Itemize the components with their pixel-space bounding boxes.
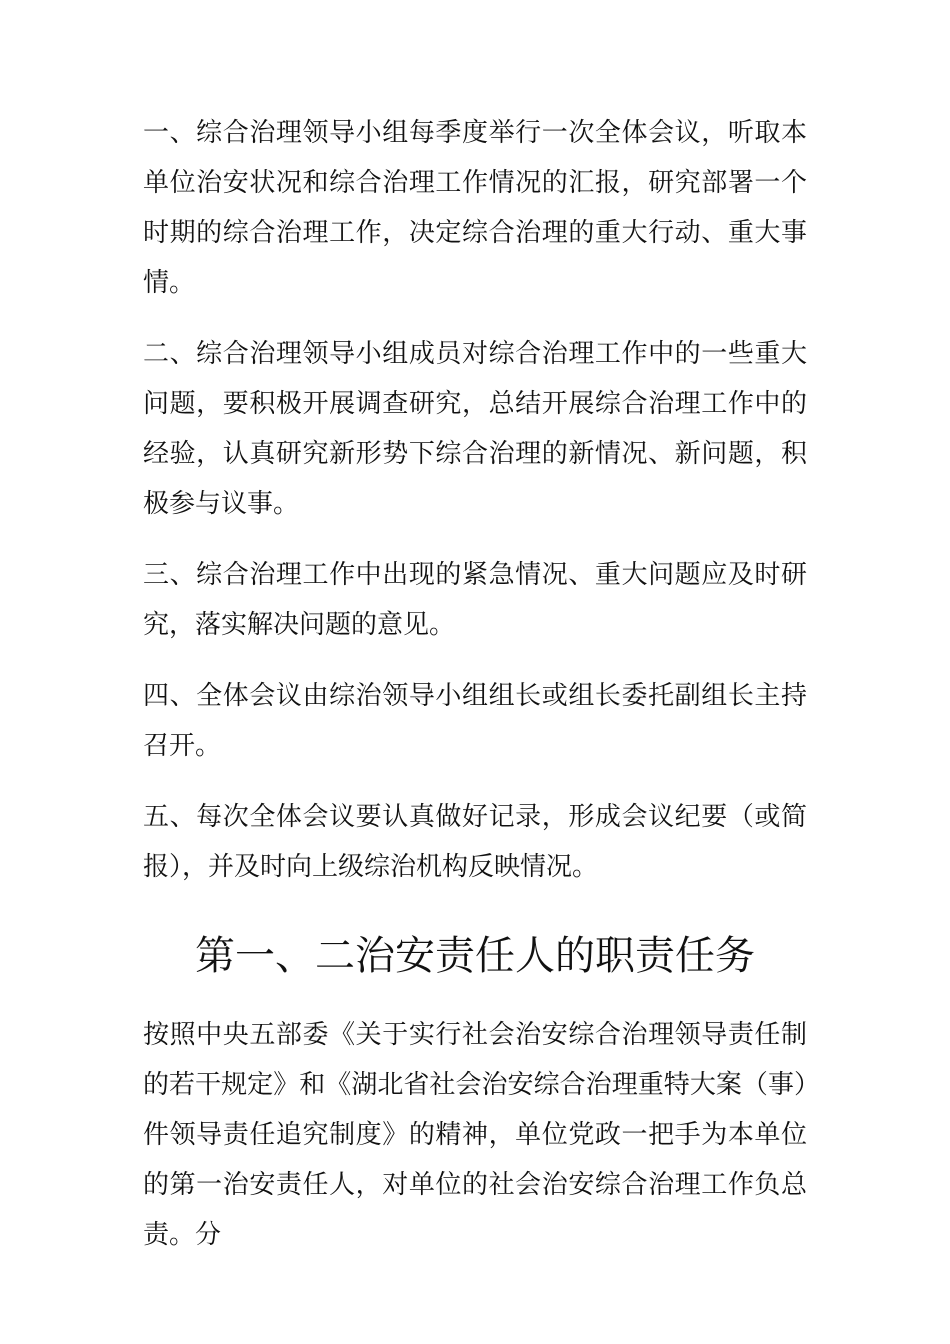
paragraph-1: 一、综合治理领导小组每季度举行一次全体会议，听取本单位治安状况和综合治理工作情况的汇报，研究部署一个时期的综合治理工作，决定综合治理的重大行动、重大事情。 bbox=[143, 118, 807, 298]
paragraph-4: 四、全体会议由综治领导小组组长或组长委托副组长主持召开。 bbox=[143, 681, 807, 761]
paragraph-3: 三、综合治理工作中出现的紧急情况、重大问题应及时研究，落实解决问题的意见。 bbox=[143, 560, 807, 640]
section-paragraph: 按照中央五部委《关于实行社会治安综合治理领导责任制的若干规定》和《湖北省社会治安综合治理重特大案（事）件领导责任追究制度》的精神，单位党政一把手为本单位的第一治安责任人，对单位的社会治安综合治理工作负总责。分 bbox=[143, 1020, 807, 1250]
paragraph-5: 五、每次全体会议要认真做好记录，形成会议纪要（或简报），并及时向上级综治机构反映情况。 bbox=[143, 802, 807, 882]
paragraph-2: 二、综合治理领导小组成员对综合治理工作中的一些重大问题，要积极开展调查研究，总结开展综合治理工作中的经验，认真研究新形势下综合治理的新情况、新问题，积极参与议事。 bbox=[143, 339, 807, 519]
section-title: 第一、二治安责任人的职责任务 bbox=[195, 933, 755, 979]
section-body bbox=[143, 1010, 807, 1260]
document-body bbox=[143, 108, 807, 892]
